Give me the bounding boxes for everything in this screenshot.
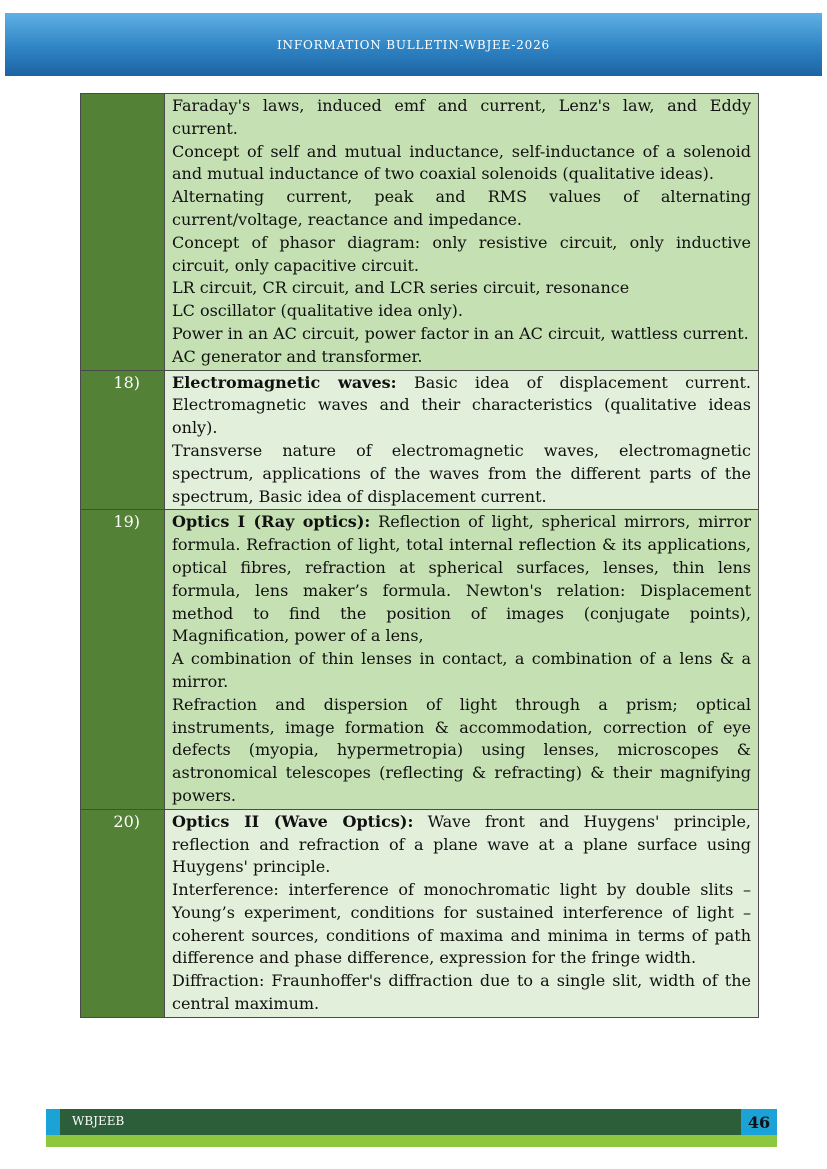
topic-text: Diffraction: Fraunhoffer's diffraction due to a single slit, width of the central maximum. (172, 971, 751, 1014)
topic-lead-paragraph (172, 811, 751, 879)
topic-text: AC generator and transformer. (172, 346, 423, 366)
topic-heading: Optics I (Ray optics): (172, 512, 371, 532)
topic-lead-paragraph (172, 372, 751, 440)
topic-text: Faraday's laws, induced emf and current, Lenz's law, and Eddy current. (172, 96, 751, 138)
topic-heading: Optics II (Wave Optics): (172, 811, 414, 831)
syllabus-table (80, 93, 759, 1018)
row-content (165, 94, 759, 371)
topic-text: Alternating current, peak and RMS values of alternating current/voltage, reactance and impedance. (172, 187, 751, 229)
page-header (5, 13, 822, 76)
topic-text: Concept of phasor diagram: only resistive circuit, only inductive circuit, only capacitive circuit. (172, 232, 751, 275)
page-number: 46 (741, 1109, 777, 1135)
topic-text: A combination of thin lenses in contact, a combination of a lens & a mirror. (172, 649, 751, 691)
topic-text: LC oscillator (qualitative idea only). (172, 301, 463, 321)
footer-green-stripe (46, 1135, 777, 1147)
row-number: 18) (81, 370, 165, 510)
topic-text: Transverse nature of electromagnetic waves, electromagnetic spectrum, applications of the waves from the different parts of the spectrum, Basic idea of displacement current. (172, 440, 751, 506)
topic-text: Interference: interference of monochromatic light by double slits – Young’s experiment, conditions for sustained interference of light – coherent sources, conditions of maxima and minima in terms of path difference and phase difference, expression for the fringe width. (172, 880, 751, 968)
row-content (165, 370, 759, 510)
row-content (165, 510, 759, 809)
row-number: 19) (81, 510, 165, 809)
topic-text: Concept of self and mutual inductance, self-inductance of a solenoid and mutual inductance of two coaxial solenoids (qualitative ideas). (172, 141, 751, 184)
table-row (81, 510, 759, 809)
footer-accent (46, 1109, 60, 1135)
row-content (165, 809, 759, 1017)
footer-label: WBJEEB (72, 1114, 125, 1128)
table-row (81, 809, 759, 1017)
row-number: 20) (81, 809, 165, 1017)
table-row (81, 370, 759, 510)
topic-text: LR circuit, CR circuit, and LCR series circuit, resonance (172, 278, 630, 298)
topic-heading: Electromagnetic waves: (172, 372, 397, 392)
topic-text: Power in an AC circuit, power factor in an AC circuit, wattless current. (172, 323, 749, 343)
footer-bar (46, 1109, 777, 1135)
row-number (81, 94, 165, 371)
topic-lead-text: Wave front and Huygens' principle, reflection and refraction of a plane wave at a plane surface using Huygens' principle. (172, 811, 751, 877)
table-row (81, 94, 759, 371)
topic-lead-text: Basic idea of displacement current. Electromagnetic waves and their characteristics (qualitative ideas only). (172, 372, 752, 438)
topic-lead-paragraph (172, 511, 751, 648)
topic-lead-text: Reflection of light, spherical mirrors, mirror formula. Refraction of light, total internal reflection & its applications, optical fibres, refraction at spherical surfaces, lenses, thin lens formula, lens maker’s formula. Newton's relation: Displacement method to find the position of images (conjugate points), Magnification, power of a lens, (172, 512, 751, 646)
topic-text: Refraction and dispersion of light through a prism; optical instruments, image formation & accommodation, correction of eye defects (myopia, hypermetropia) using lenses, microscopes & astronomical telescopes (reflecting & refracting) & their magnifying powers. (172, 694, 751, 805)
header-title: INFORMATION BULLETIN-WBJEE-2026 (276, 38, 550, 52)
